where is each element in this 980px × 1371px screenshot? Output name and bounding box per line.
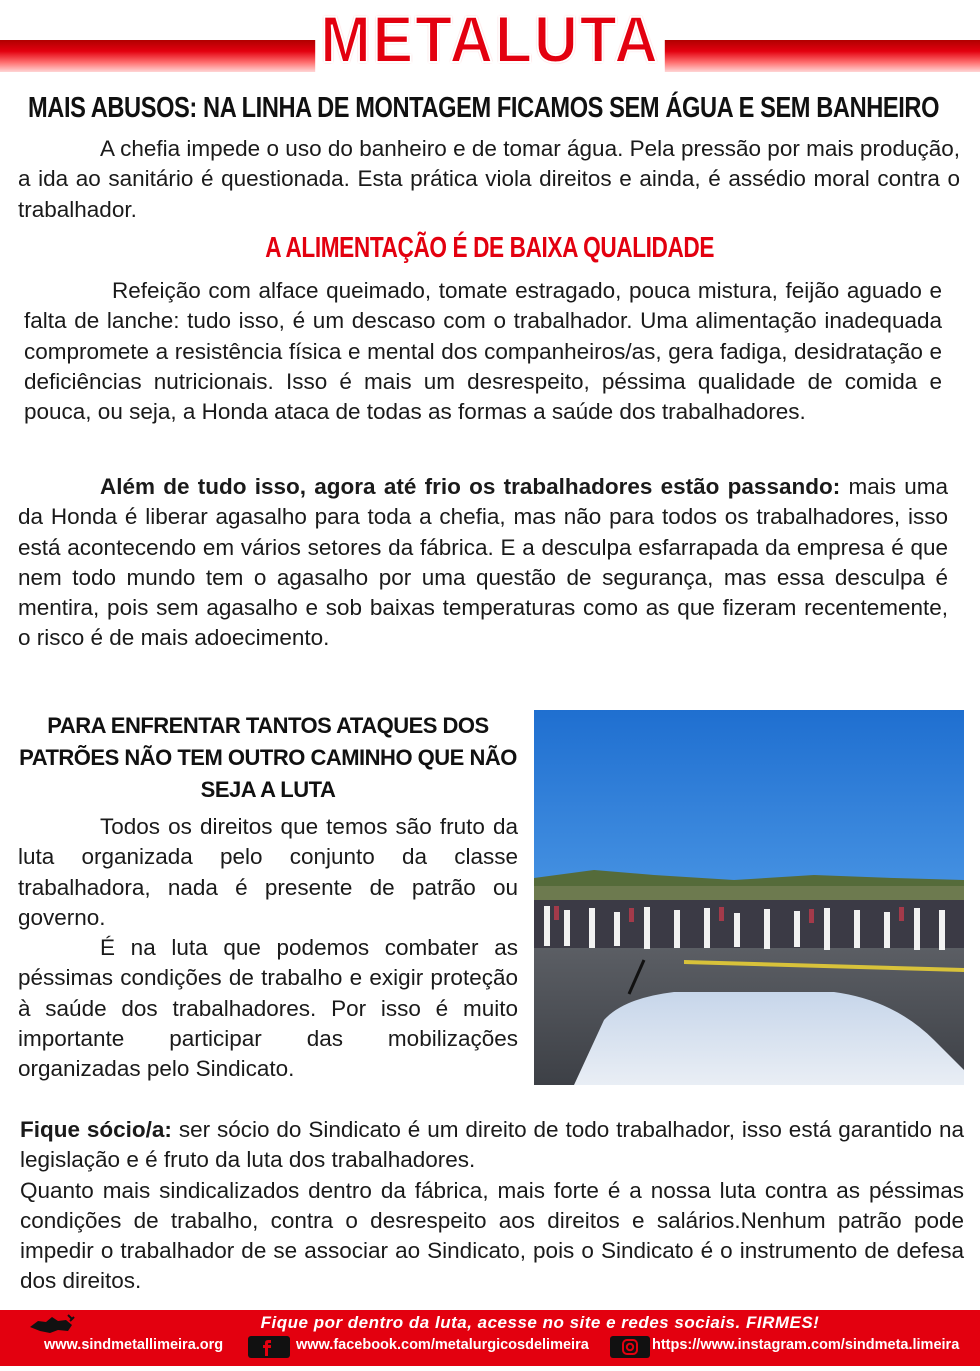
footer-site-link[interactable]: www.sindmetallimeira.org: [44, 1337, 224, 1353]
protest-photo: [534, 710, 964, 1085]
headline-water-bathroom: MAIS ABUSOS: NA LINHA DE MONTAGEM FICAMOS SEM ÁGUA E SEM BANHEIRO: [28, 92, 940, 124]
paragraph-water-bathroom: [18, 134, 960, 225]
headline-struggle: PARA ENFRENTAR TANTOS ATAQUES DOS PATRÕES NÃO TEM OUTRO CAMINHO QUE NÃO SEJA A LUTA: [19, 713, 517, 802]
paragraph-struggle-2-text: É na luta que podemos combater as péssimas condições de trabalho e exigir proteção à saúde dos trabalhadores. Por isso é muito importante participar das mobilizações organizadas pelo Sindicato.: [18, 935, 518, 1082]
instagram-icon: [610, 1336, 650, 1358]
union-logo-icon: [28, 1313, 78, 1335]
paragraph-food-quality: [24, 276, 942, 427]
paragraph-struggle-1: [18, 812, 518, 933]
paragraph-water-bathroom-text: A chefia impede o uso do banheiro e de tomar água. Pela pressão por mais produção, a ida ao sanitário é questionada. Esta prática viola direitos e ainda, é assédio moral contra o trabalhador.: [18, 136, 960, 222]
masthead-title: METALUTA: [315, 0, 665, 78]
protest-photo-illustration: [534, 710, 964, 1085]
paragraph-membership: [20, 1115, 964, 1297]
masthead: [0, 0, 980, 78]
paragraph-cold-text: mais uma da Honda é liberar agasalho para toda a chefia, mas não para todos os trabalhadores, isso está acontecendo em vários setores da fábrica. E a desculpa esfarrapada da empresa é que nem todo mundo tem o agasalho por uma questão de segurança, mas essa desculpa é mentira, pois sem agasalho e sob baixas temperaturas como as que fizeram recentemente, o risco é de mais adoecimento.: [18, 474, 948, 651]
paragraph-food-quality-text: Refeição com alface queimado, tomate estragado, pouca mistura, feijão aguado e falta de lanche: tudo isso, é um descaso com o trabalhador. Uma alimentação inadequada compromete a resistência física e mental dos companheiros/as, gera fadiga, desidratação e deficiências nutricionais. Isso é mais um desrespeito, péssima qualidade de comida e pouca, ou seja, a Honda ataca de todas as formas a saúde dos trabalhadores.: [24, 278, 942, 425]
paragraph-struggle: [18, 812, 518, 1085]
paragraph-cold: [18, 472, 948, 654]
paragraph-cold-lead: Além de tudo isso, agora até frio os trabalhadores estão passando:: [100, 474, 841, 499]
paragraph-membership-2: Quanto mais sindicalizados dentro da fábrica, mais forte é a nossa luta contra as péssimas condições de trabalho, contra o desrespeito aos direitos e salários.Nenhum patrão pode impedir o trabalhador de se associar ao Sindicato, pois o Sindicato é o instrumento de defesa dos direitos.: [20, 1177, 964, 1294]
paragraph-membership-1: [20, 1115, 964, 1176]
facebook-icon: [248, 1336, 290, 1358]
footer-instagram-link[interactable]: https://www.instagram.com/sindmeta.limeira: [652, 1337, 960, 1353]
paragraph-membership-lead: Fique sócio/a:: [20, 1117, 172, 1142]
paragraph-struggle-1-text: Todos os direitos que temos são fruto da luta organizada pelo conjunto da classe trabalhadora, nada é presente de patrão ou governo.: [18, 814, 518, 930]
footer-facebook-link[interactable]: www.facebook.com/metalurgicosdelimeira: [296, 1337, 589, 1353]
headline-food-quality: [0, 232, 980, 265]
headline-food-quality-text: A ALIMENTAÇÃO É DE BAIXA QUALIDADE: [265, 232, 715, 264]
footer-slogan: Fique por dentro da luta, acesse no site e redes sociais. FIRMES!: [260, 1313, 820, 1332]
paragraph-struggle-2: [18, 933, 518, 1084]
paragraph-membership-1-text: ser sócio do Sindicato é um direito de todo trabalhador, isso está garantido na legislação e é fruto da luta dos trabalhadores.: [20, 1117, 964, 1173]
